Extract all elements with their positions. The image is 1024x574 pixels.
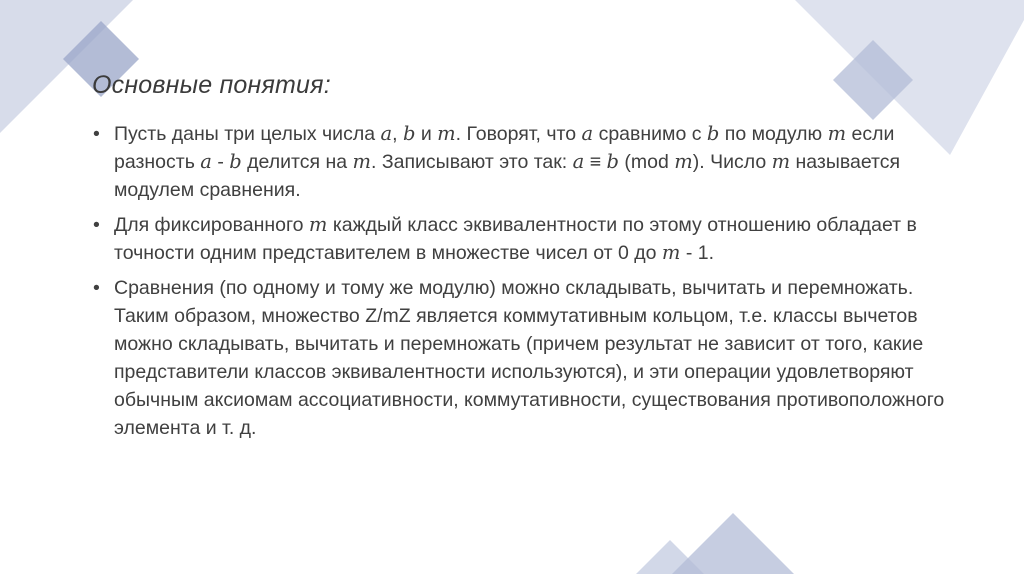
deco-diamond-bottom-right xyxy=(666,513,800,574)
bullet-item-congruence-arithmetic xyxy=(90,274,950,442)
bullet-text: если разность xyxy=(114,123,895,173)
math-var-b: b xyxy=(706,122,720,145)
bullet-text: , xyxy=(392,123,403,145)
math-var-m: m xyxy=(352,150,372,173)
math-var-b: b xyxy=(229,150,242,173)
bullet-list xyxy=(90,120,950,449)
bullet-text: называется модулем сравнения. xyxy=(114,151,901,201)
bullet-item-congruence-definition xyxy=(90,120,950,204)
math-var-m: m xyxy=(771,150,791,173)
bullet-text: каждый класс эквивалентности по этому отношению обладает в точности одним представителем в множестве чисел от 0 до xyxy=(114,214,917,264)
bullet-text: Пусть даны три целых числа xyxy=(114,123,381,145)
bullet-item-equivalence-classes xyxy=(90,211,950,267)
math-var-m: m xyxy=(827,122,847,145)
math-var-m: m xyxy=(308,213,328,236)
bullet-text: . Говорят, что xyxy=(455,123,582,145)
math-var-a: a xyxy=(581,122,594,145)
bullet-marker: • xyxy=(93,277,100,299)
math-var-a: a xyxy=(572,150,585,173)
bullet-text: ). Число xyxy=(692,151,772,173)
bullet-marker: • xyxy=(93,214,100,236)
math-var-m: m xyxy=(674,150,693,173)
bullet-text: делится на xyxy=(241,151,353,173)
bullet-text: - xyxy=(211,151,230,173)
bullet-text: Для фиксированного xyxy=(114,214,309,236)
bullet-text: . Записывают это так: xyxy=(371,151,573,173)
math-var-a: a xyxy=(200,150,212,173)
math-var-b: b xyxy=(402,122,416,145)
bullet-text: сравнимо с xyxy=(593,123,707,145)
math-var-a: a xyxy=(380,122,393,145)
bullet-text: ≡ xyxy=(584,151,607,173)
bullet-text: и xyxy=(415,123,438,145)
bullet-text: - 1. xyxy=(680,242,714,264)
math-var-m: m xyxy=(437,122,456,145)
bullet-marker: • xyxy=(93,123,100,145)
math-var-m: m xyxy=(661,241,681,264)
bullet-text: по модулю xyxy=(719,123,828,145)
slide-title: Основные понятия: xyxy=(92,71,331,99)
bullet-text: (mod xyxy=(619,151,675,173)
bullet-text: Сравнения (по одному и тому же модулю) можно складывать, вычитать и перемножать. Таким образом, множество Z/mZ является коммутативным кольцом, т.е. классы вычетов можно складывать, вычитать и перемножать (причем результат не зависит от того, какие представители классов эквивалентности используются), и эти операции удовлетворяют обычным аксиомам ассоциативности, коммутативности, существования противоположного элемента и т. д. xyxy=(114,277,945,439)
math-var-b: b xyxy=(606,150,619,173)
